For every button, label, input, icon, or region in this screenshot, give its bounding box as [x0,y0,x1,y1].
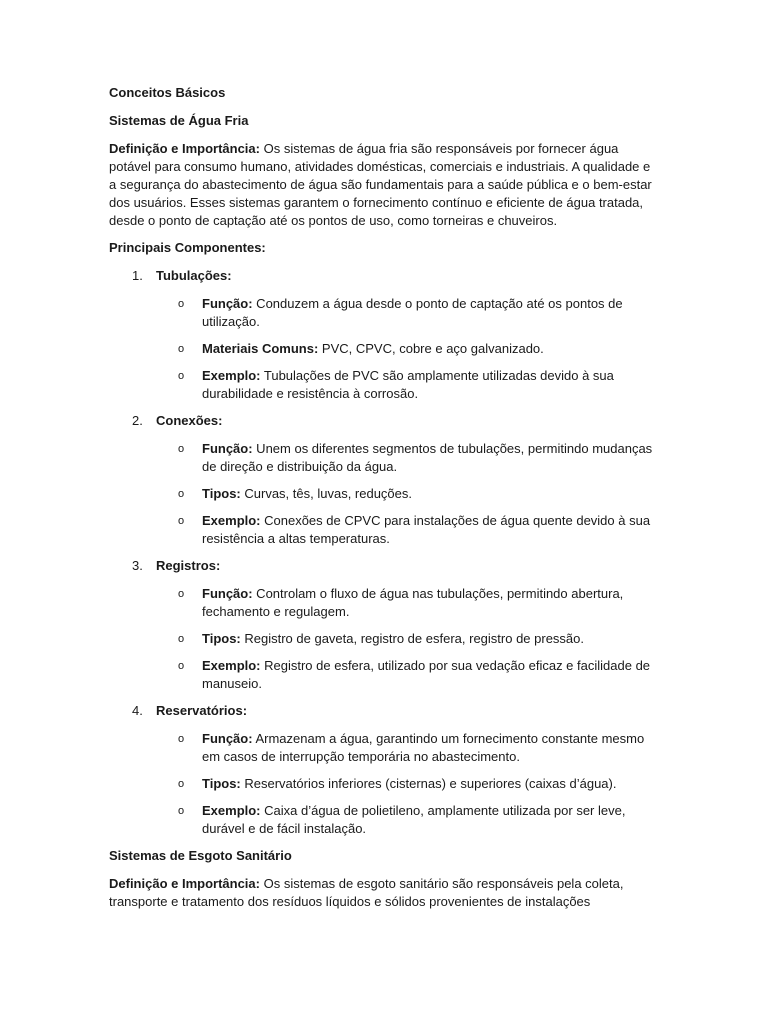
sub-bullet [109,512,657,548]
list-item-number: 3. [132,558,143,573]
bullet-marker: o [178,805,185,817]
bullet-marker: o [178,588,185,600]
sub-bullet [109,485,657,503]
section-heading-esgoto: Sistemas de Esgoto Sanitário [109,848,292,863]
components-list [109,267,657,838]
definition-label: Definição e Importância: [109,141,260,156]
bullet-marker: o [178,733,185,745]
list-item-label: Registros: [156,558,221,573]
bullet-marker: o [178,633,185,645]
bullet-label: Exemplo: [202,368,261,383]
list-item-title [109,412,657,430]
list-item-label: Conexões: [156,413,223,428]
bullet-label: Exemplo: [202,658,261,673]
list-item-label: Tubulações: [156,268,232,283]
list-item-number: 4. [132,703,143,718]
components-heading: Principais Componentes: [109,240,266,255]
bullet-label: Função: [202,731,253,746]
list-item-title [109,557,657,575]
bullet-label: Tipos: [202,631,241,646]
document-title: Conceitos Básicos [109,85,226,100]
list-item [109,267,657,403]
sub-bullet [109,440,657,476]
document-page [109,84,657,911]
bullet-label: Função: [202,586,253,601]
list-item-label: Reservatórios: [156,703,248,718]
bullet-marker: o [178,515,185,527]
definition-paragraph-agua-fria [109,140,657,230]
bullet-marker: o [178,370,185,382]
list-item [109,412,657,548]
sub-bullet [109,367,657,403]
definition-paragraph-esgoto [109,875,657,911]
sub-bullet [109,775,657,793]
sub-bullet [109,295,657,331]
sub-bullet [109,585,657,621]
list-item [109,557,657,693]
bullet-text: Reservatórios inferiores (cisternas) e superiores (caixas d’água). [240,776,617,791]
definition-text: Os sistemas de água fria são responsáveis por fornecer água potável para consumo humano, atividades domésticas, comerciais e industriais. A qualidade e a segurança do abastecimento de água são fundamentais para a saúde pública e o bem-estar dos usuários. Esses sistemas garantem o fornecimento contínuo e eficiente de água tratada, desde o ponto de captação até os pontos de uso, como torneiras e chuveiros. [109,141,652,228]
bullet-text: Unem os diferentes segmentos de tubulações, permitindo mudanças de direção e distribuição da água. [202,441,653,474]
bullet-text: Caixa d’água de polietileno, amplamente utilizada por ser leve, durável e de fácil instalação. [202,803,626,836]
sub-bullet [109,730,657,766]
definition-label: Definição e Importância: [109,876,260,891]
bullet-marker: o [178,660,185,672]
bullet-text: Conduzem a água desde o ponto de captação até os pontos de utilização. [202,296,623,329]
bullet-text: Registro de esfera, utilizado por sua vedação eficaz e facilidade de manuseio. [202,658,651,691]
bullet-marker: o [178,343,185,355]
bullet-text: Registro de gaveta, registro de esfera, registro de pressão. [240,631,585,646]
sub-bullet [109,657,657,693]
bullet-marker: o [178,488,185,500]
definition-text: Os sistemas de esgoto sanitário são responsáveis pela coleta, transporte e tratamento dos resíduos líquidos e sólidos provenientes de instalações [109,876,624,909]
bullet-text: Conexões de CPVC para instalações de água quente devido à sua resistência a altas temperaturas. [202,513,651,546]
bullet-text: PVC, CPVC, cobre e aço galvanizado. [318,341,544,356]
bullet-label: Tipos: [202,776,241,791]
bullet-label: Exemplo: [202,513,261,528]
bullet-marker: o [178,443,185,455]
list-item-number: 1. [132,268,143,283]
sub-bullet [109,340,657,358]
bullet-text: Armazenam a água, garantindo um fornecimento constante mesmo em casos de interrupção temporária no abastecimento. [202,731,645,764]
bullet-label: Exemplo: [202,803,261,818]
bullet-marker: o [178,298,185,310]
bullet-text: Controlam o fluxo de água nas tubulações, permitindo abertura, fechamento e regulagem. [202,586,624,619]
bullet-text: Curvas, tês, luvas, reduções. [240,486,413,501]
list-item [109,702,657,838]
bullet-marker: o [178,778,185,790]
sub-bullet [109,802,657,838]
list-item-number: 2. [132,413,143,428]
bullet-label: Função: [202,441,253,456]
sub-bullet [109,630,657,648]
section-heading-agua-fria: Sistemas de Água Fria [109,113,249,128]
bullet-label: Materiais Comuns: [202,341,319,356]
bullet-text: Tubulações de PVC são amplamente utilizadas devido à sua durabilidade e resistência à corrosão. [202,368,614,401]
list-item-title [109,267,657,285]
list-item-title [109,702,657,720]
bullet-label: Tipos: [202,486,241,501]
bullet-label: Função: [202,296,253,311]
